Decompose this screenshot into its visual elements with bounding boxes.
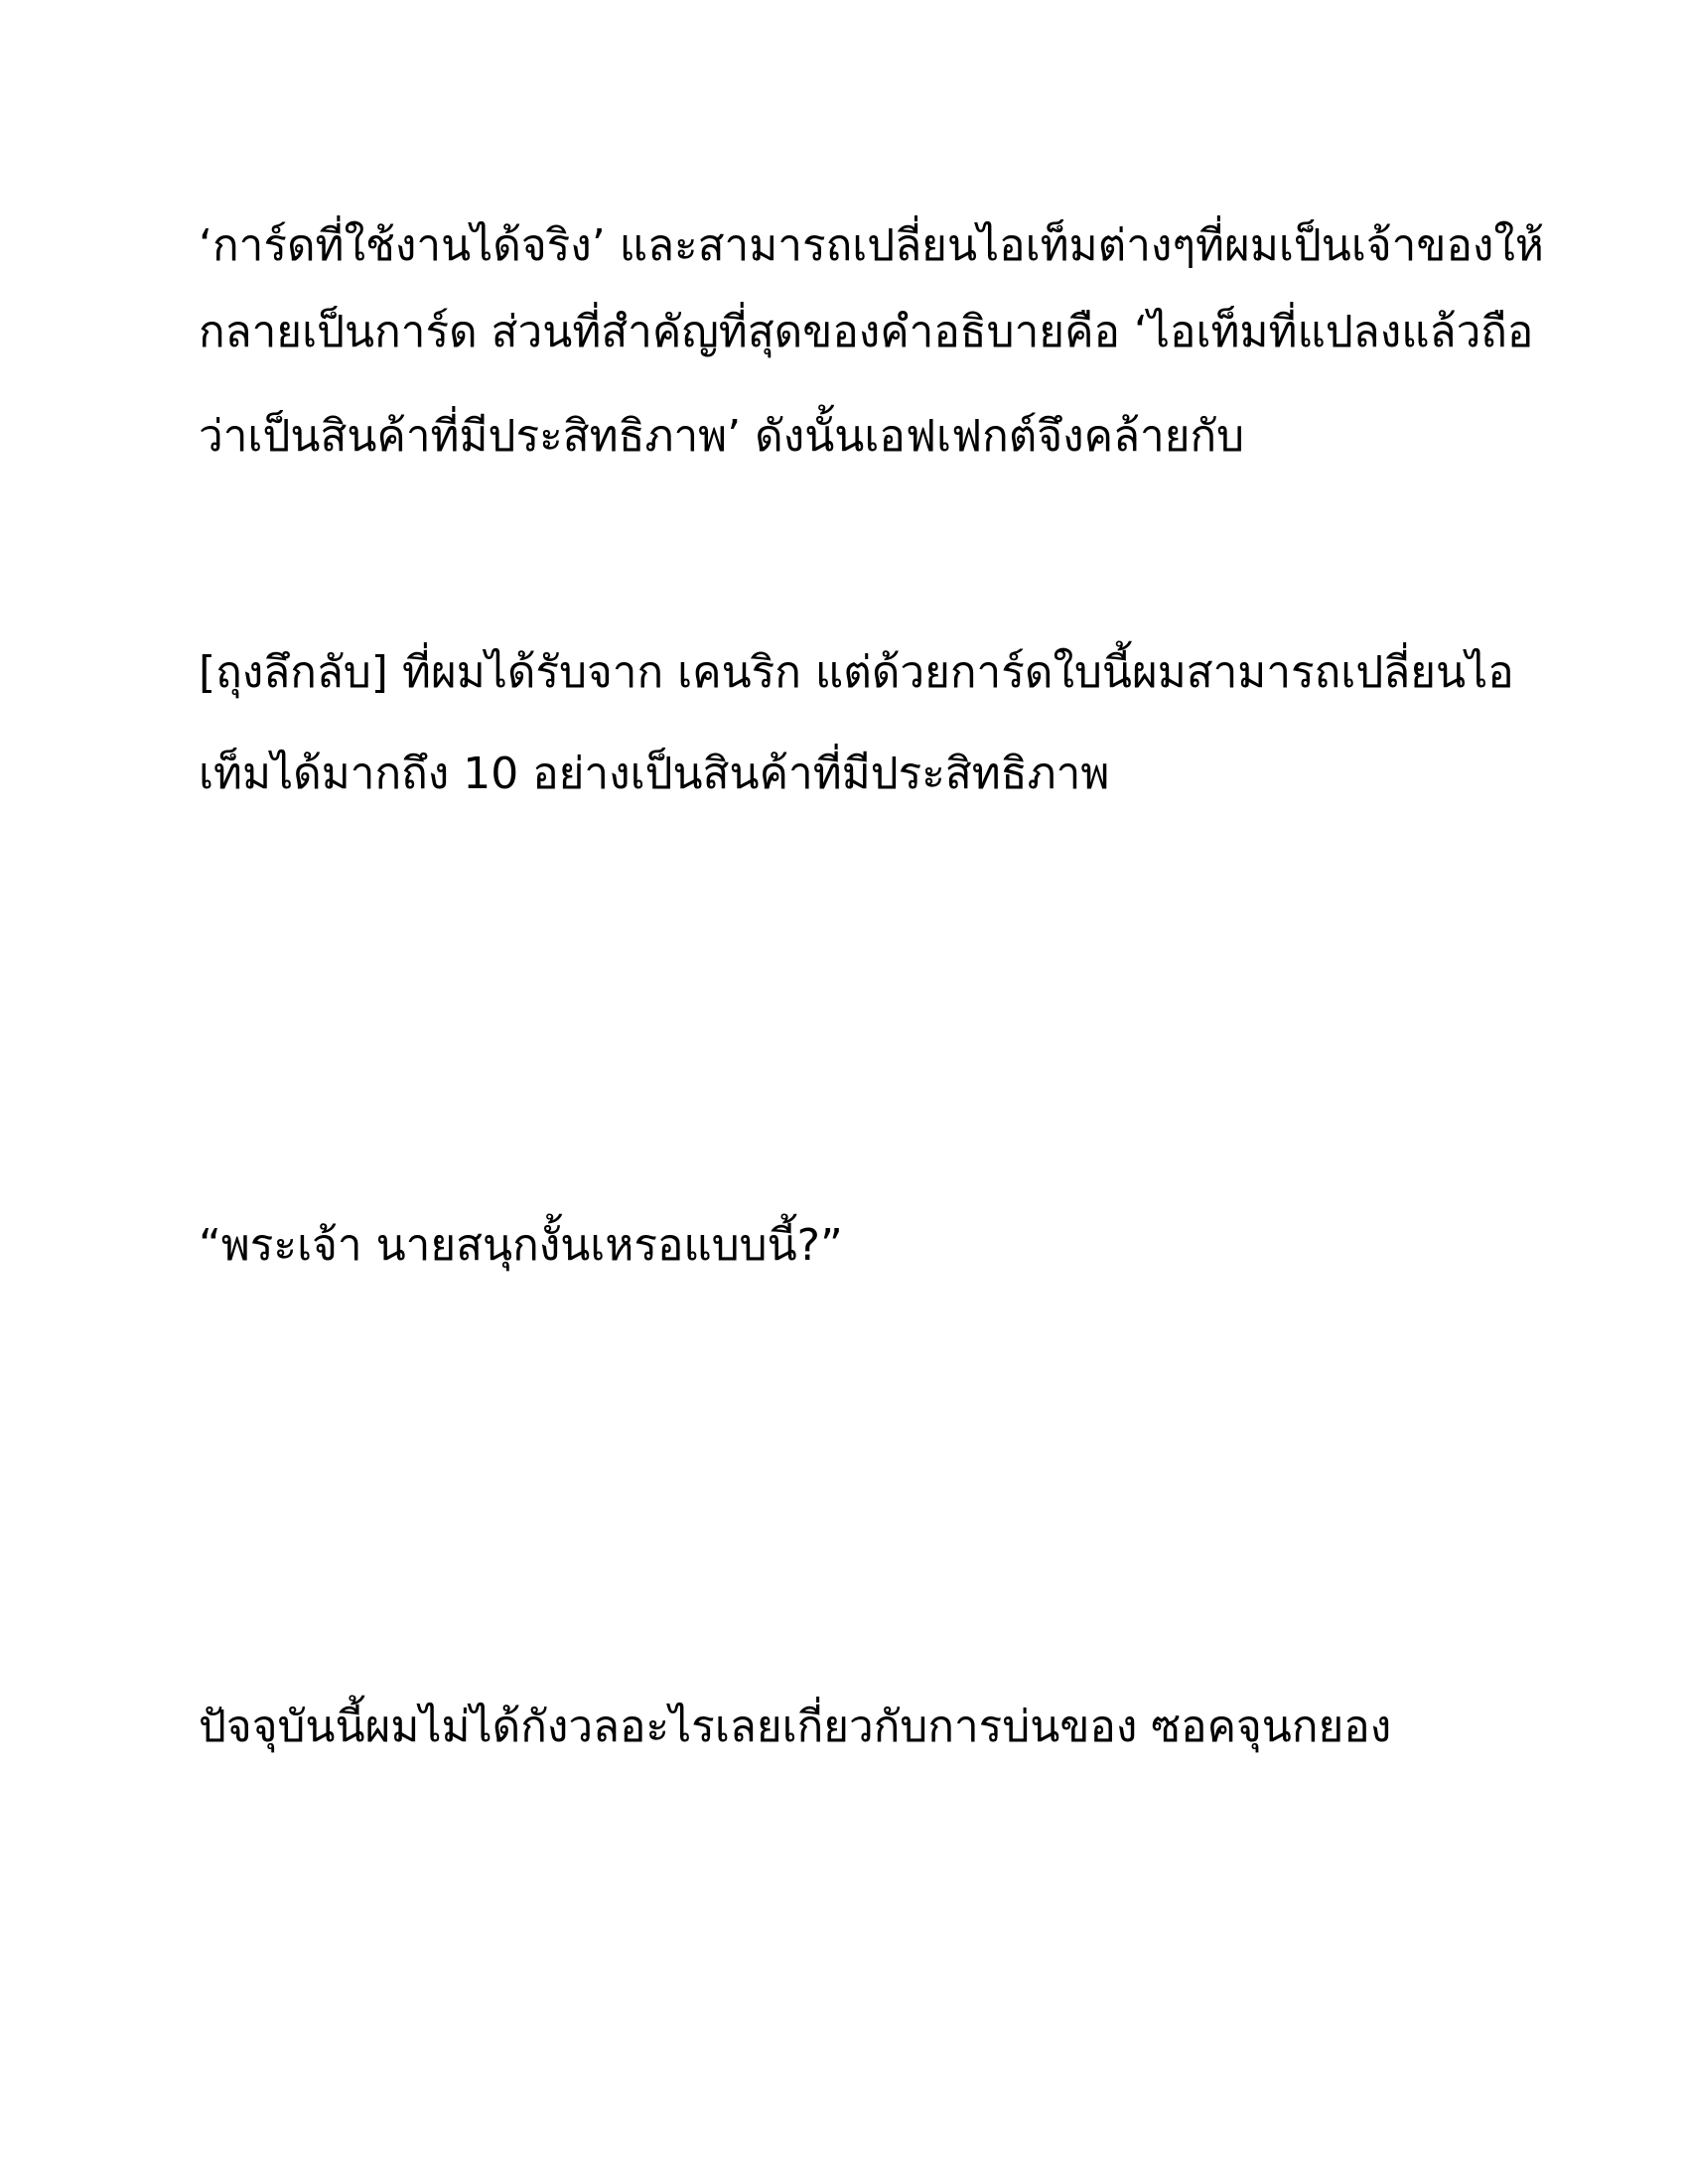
paragraph-2-line-1: [ถุงลึกลับ] ที่ผมได้รับจาก เคนริก แต่ด้วยการ์ดใบนี้ผมสามารถเปลี่ยนไอ [199,647,1514,698]
paragraph-3-line-1: “พระเจ้า นายสนุกงั้นเหรอแบบนี้?” [199,1220,843,1271]
paragraph-1-line-1: ‘การ์ดที่ใช้งานได้จริง’ และสามารถเปลี่ยนไอเท็มต่างๆที่ผมเป็นเจ้าของให้ [199,220,1544,271]
paragraph-4-line-1: ปัจจุบันนี้ผมไม่ได้กังวลอะไรเลยเกี่ยวกับการบ่นของ ซอคจุนกยอง [199,1702,1392,1752]
paragraph-2-line-2: เท็มได้มากถึง 10 อย่างเป็นสินค้าที่มีประสิทธิภาพ [199,749,1110,799]
paragraph-1-line-3: ว่าเป็นสินค้าที่มีประสิทธิภาพ’ ดังนั้นเอฟเฟกต์จึงคล้ายกับ [199,411,1245,462]
paragraph-1-line-2: กลายเป็นการ์ด ส่วนที่สำคัญที่สุดของคำอธิบายคือ ‘ไอเท็มที่แปลงแล้วถือ [199,307,1534,357]
